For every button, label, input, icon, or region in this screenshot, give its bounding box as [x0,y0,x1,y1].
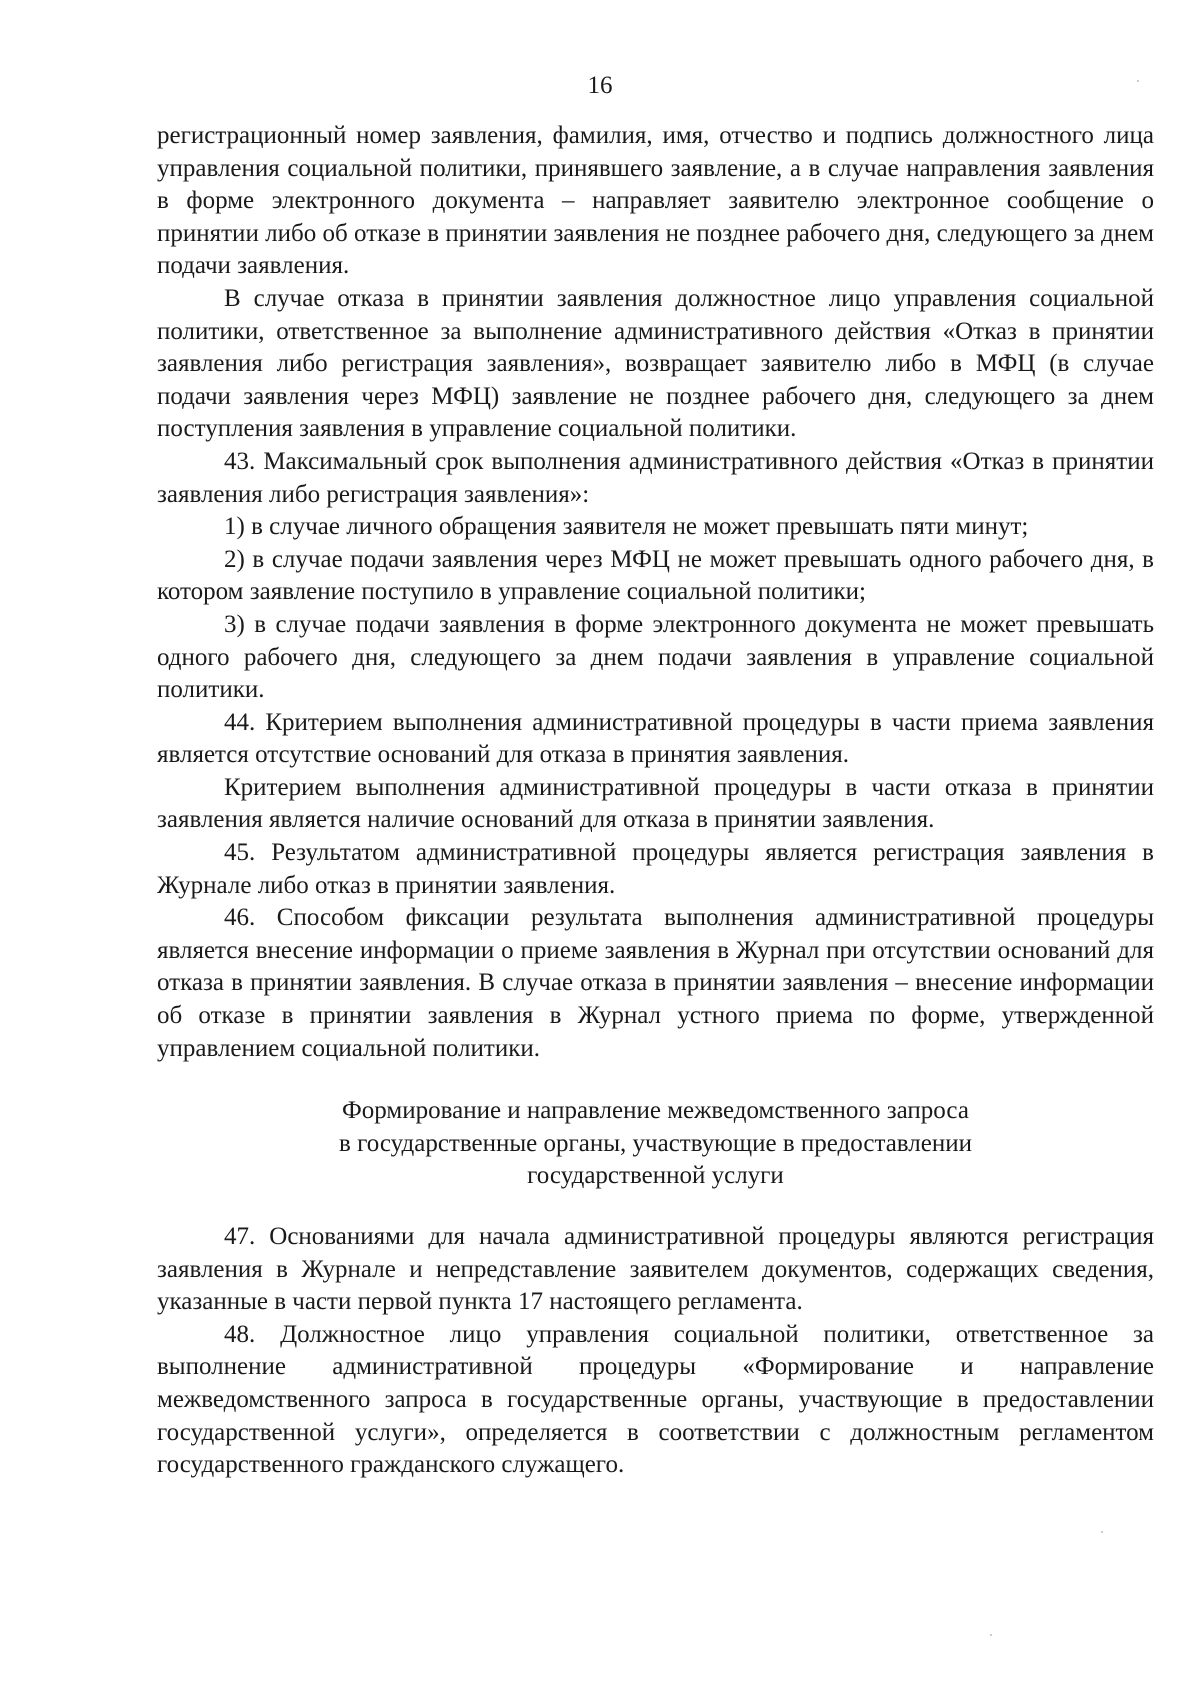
paragraph-43: 43. Максимальный срок выполнения административного действия «Отказ в принятии заявления либо регистрация заявления»: [157,447,1154,508]
scan-speck [990,1634,992,1636]
paragraph-continuation: регистрационный номер заявления, фамилия, имя, отчество и подпись должностного лица управления социальной политики, принявшего заявление, а в случае направления заявления в форме электронного документа – направляет заявителю электронное сообщение о принятии либо об отказе в принятии заявления не позднее рабочего дня, следующего за днем подачи заявления. [157,122,1154,280]
paragraph-44: 44. Критерием выполнения административной процедуры в части приема заявления является отсутствие оснований для отказа в принятия заявления. [157,708,1154,769]
list-item-43-3: 3) в случае подачи заявления в форме электронного документа не может превышать одного рабочего дня, следующего за днем подачи заявления в управление социальной политики. [157,610,1154,704]
paragraph-refusal: В случае отказа в принятии заявления должностное лицо управления социальной политики, ответственное за выполнение административного действия «Отказ в принятии заявления либо регистрация заявления», возвращает заявителю либо в МФЦ (в случае подачи заявления через МФЦ) заявление не позднее рабочего дня, следующего за днем поступления заявления в управление социальной политики. [157,284,1154,443]
section-heading-line-3: государственной услуги [527,1162,784,1190]
paragraph-45: 45. Результатом административной процедуры является регистрация заявления в Журнале либо отказ в принятии заявления. [157,839,1154,899]
section-heading-line-2: в государственные органы, участвующие в предоставлении [339,1129,972,1157]
paragraph-48: 48. Должностное лицо управления социальной политики, ответственное за выполнение административной процедуры «Формирование и направление межведомственного запроса в государственные органы, участвующие в предоставлении государственной услуги», определяется в соответствии с должностным регламентом государственного гражданского служащего. [157,1320,1154,1479]
page-number: 16 [587,72,613,99]
scan-speck [1101,1531,1103,1533]
section-heading-line-1: Формирование и направление межведомственного запроса [342,1097,969,1125]
paragraph-44-refusal-criterion: Критерием выполнения административной процедуры в части отказа в принятии заявления является наличие оснований для отказа в принятии заявления. [157,773,1154,834]
list-item-43-2: 2) в случае подачи заявления через МФЦ не может превышать одного рабочего дня, в котором заявление поступило в управление социальной политики; [157,545,1154,606]
paragraph-47: 47. Основаниями для начала административной процедуры являются регистрация заявления в Журнале и непредставление заявителем документов, содержащих сведения, указанные в части первой пункта 17 настоящего регламента. [157,1223,1154,1316]
section-heading [157,1095,1154,1193]
document-body [157,120,1154,1482]
paragraph-46: 46. Способом фиксации результата выполнения административной процедуры является внесение информации о приеме заявления в Журнал при отсутствии оснований для отказа в принятии заявления. В случае отказа в принятии заявления – внесение информации об отказе в принятии заявления в Журнал устного приема по форме, утвержденной управлением социальной политики. [157,904,1154,1062]
list-item-43-1: 1) в случае личного обращения заявителя не может превышать пяти минут; [224,513,1029,541]
scan-speck [1137,80,1139,82]
